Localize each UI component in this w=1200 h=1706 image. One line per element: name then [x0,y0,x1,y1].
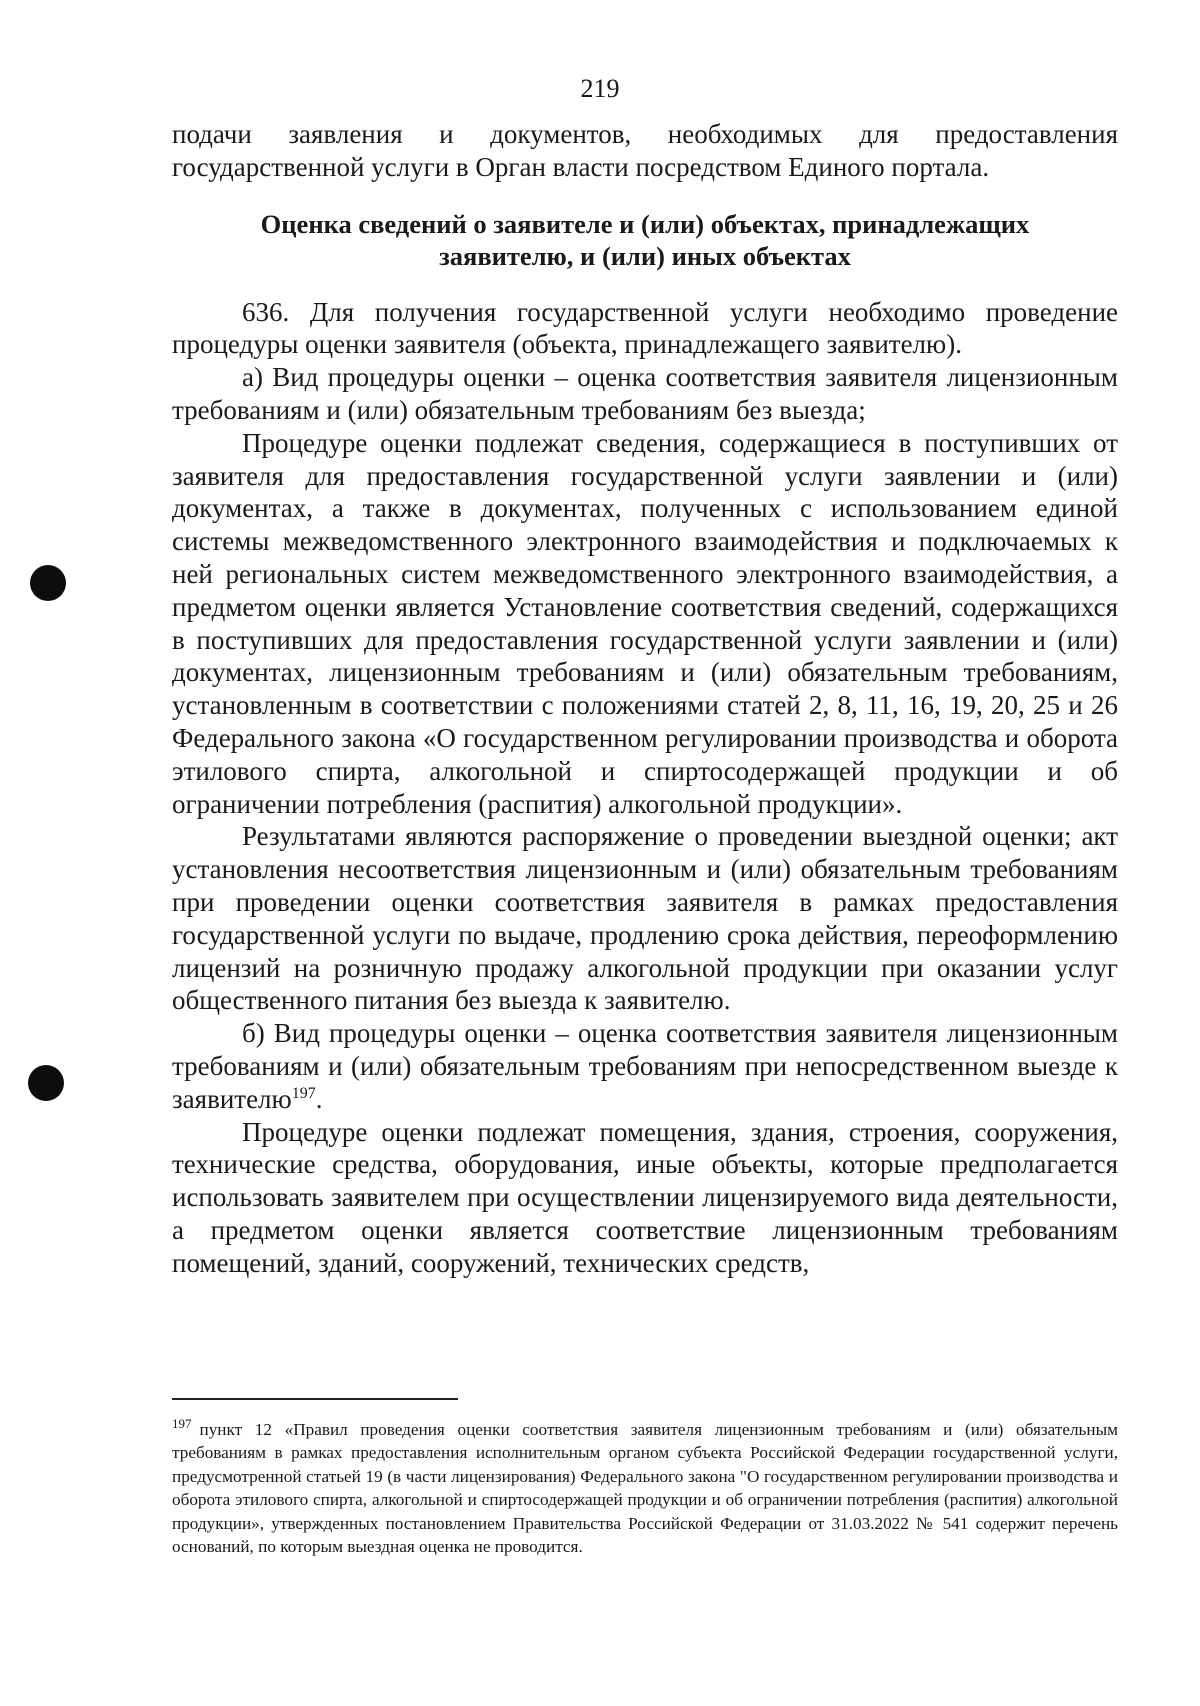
footnote-number: 197 [172,1416,192,1432]
paragraph-item-a: а) Вид процедуры оценки – оценка соответствия заявителя лицензионным требованиям и (или) обязательным требованиям без выезда; [172,362,1118,425]
footnote-reference: 197 [291,1084,316,1102]
document-body [172,118,1118,1280]
footnote-separator [172,1398,458,1400]
paragraph-results: Результатами являются распоряжение о проведении выездной оценки; акт установления несоответствия лицензионным и (или) обязательным требованиям при проведении оценки соответствия заявителя в рамках предоставления государственной услуги по выдаче, продлению срока действия, переоформлению лицензий на розничную продажу алкогольной продукции при оказании услуг общественного питания без выезда к заявителю. [172,821,1118,1016]
punch-hole-bottom [28,1065,64,1101]
footnote-text: пункт 12 «Правил проведения оценки соответствия заявителя лицензионным требованиям и (или) обязательным требованиям в рамках предоставления исполнительным органом субъекта Российской Федерации государственной услуги, предусмотренной статьей 19 (в части лицензирования) Федерального закона "О государственном регулировании производства и оборота этилового спирта, алкогольной и спиртосодержащей продукции и об ограничении потребления (распития) алкогольной продукции», утвержденных постановлением Правительства Российской Федерации от 31.03.2022 № 541 содержит перечень оснований, по которым выездная оценка не проводится. [172,1420,1118,1557]
paragraph-assessment-subject: Процедуре оценки подлежат сведения, содержащиеся в поступивших от заявителя для предоставления государственной услуги заявлении и (или) документах, а также в документах, полученных с использованием единой системы межведомственного электронного взаимодействия и подключаемых к ней региональных систем межведомственного электронного взаимодействия, а предметом оценки является Установление соответствия сведений, содержащихся в поступивших для предоставления государственной услуги заявлении и (или) документах, лицензионным требованиям и (или) обязательным требованиям, установленным в соответствии с положениями статей 2, 8, 11, 16, 19, 20, 25 и 26 Федерального закона «О государственном регулировании производства и оборота этилового спирта, алкогольной и спиртосодержащей продукции и об ограничении потребления (распития) алкогольной продукции». [172,427,1118,819]
section-heading: Оценка сведений о заявителе и (или) объектах, принадлежащих заявителю, и (или) иных объектах [260,208,1030,271]
paragraph-onsite-subject: Процедуре оценки подлежат помещения, здания, строения, сооружения, технические средства, оборудования, иные объекты, которые предполагается использовать заявителем при осуществлении лицензируемого вида деятельности, а предметом оценки является соответствие лицензионным требованиям помещений, зданий, сооружений, технических средств, [172,1116,1118,1278]
paragraph-item-b-text: б) Вид процедуры оценки – оценка соответствия заявителя лицензионным требованиям и (или) обязательным требованиям при непосредственном выезде к заявителю [172,1018,1118,1114]
paragraph-item-b [172,1017,1118,1115]
paragraph-continuation: подачи заявления и документов, необходимых для предоставления государственной услуги в Орган власти посредством Единого портала. [172,119,1118,182]
punch-hole-top [30,565,66,601]
footnote [172,1418,1118,1558]
paragraph-item-b-end: . [315,1083,323,1114]
paragraph-636: 636. Для получения государственной услуги необходимо проведение процедуры оценки заявителя (объекта, принадлежащего заявителю). [172,296,1118,360]
page-number: 219 [580,74,620,103]
